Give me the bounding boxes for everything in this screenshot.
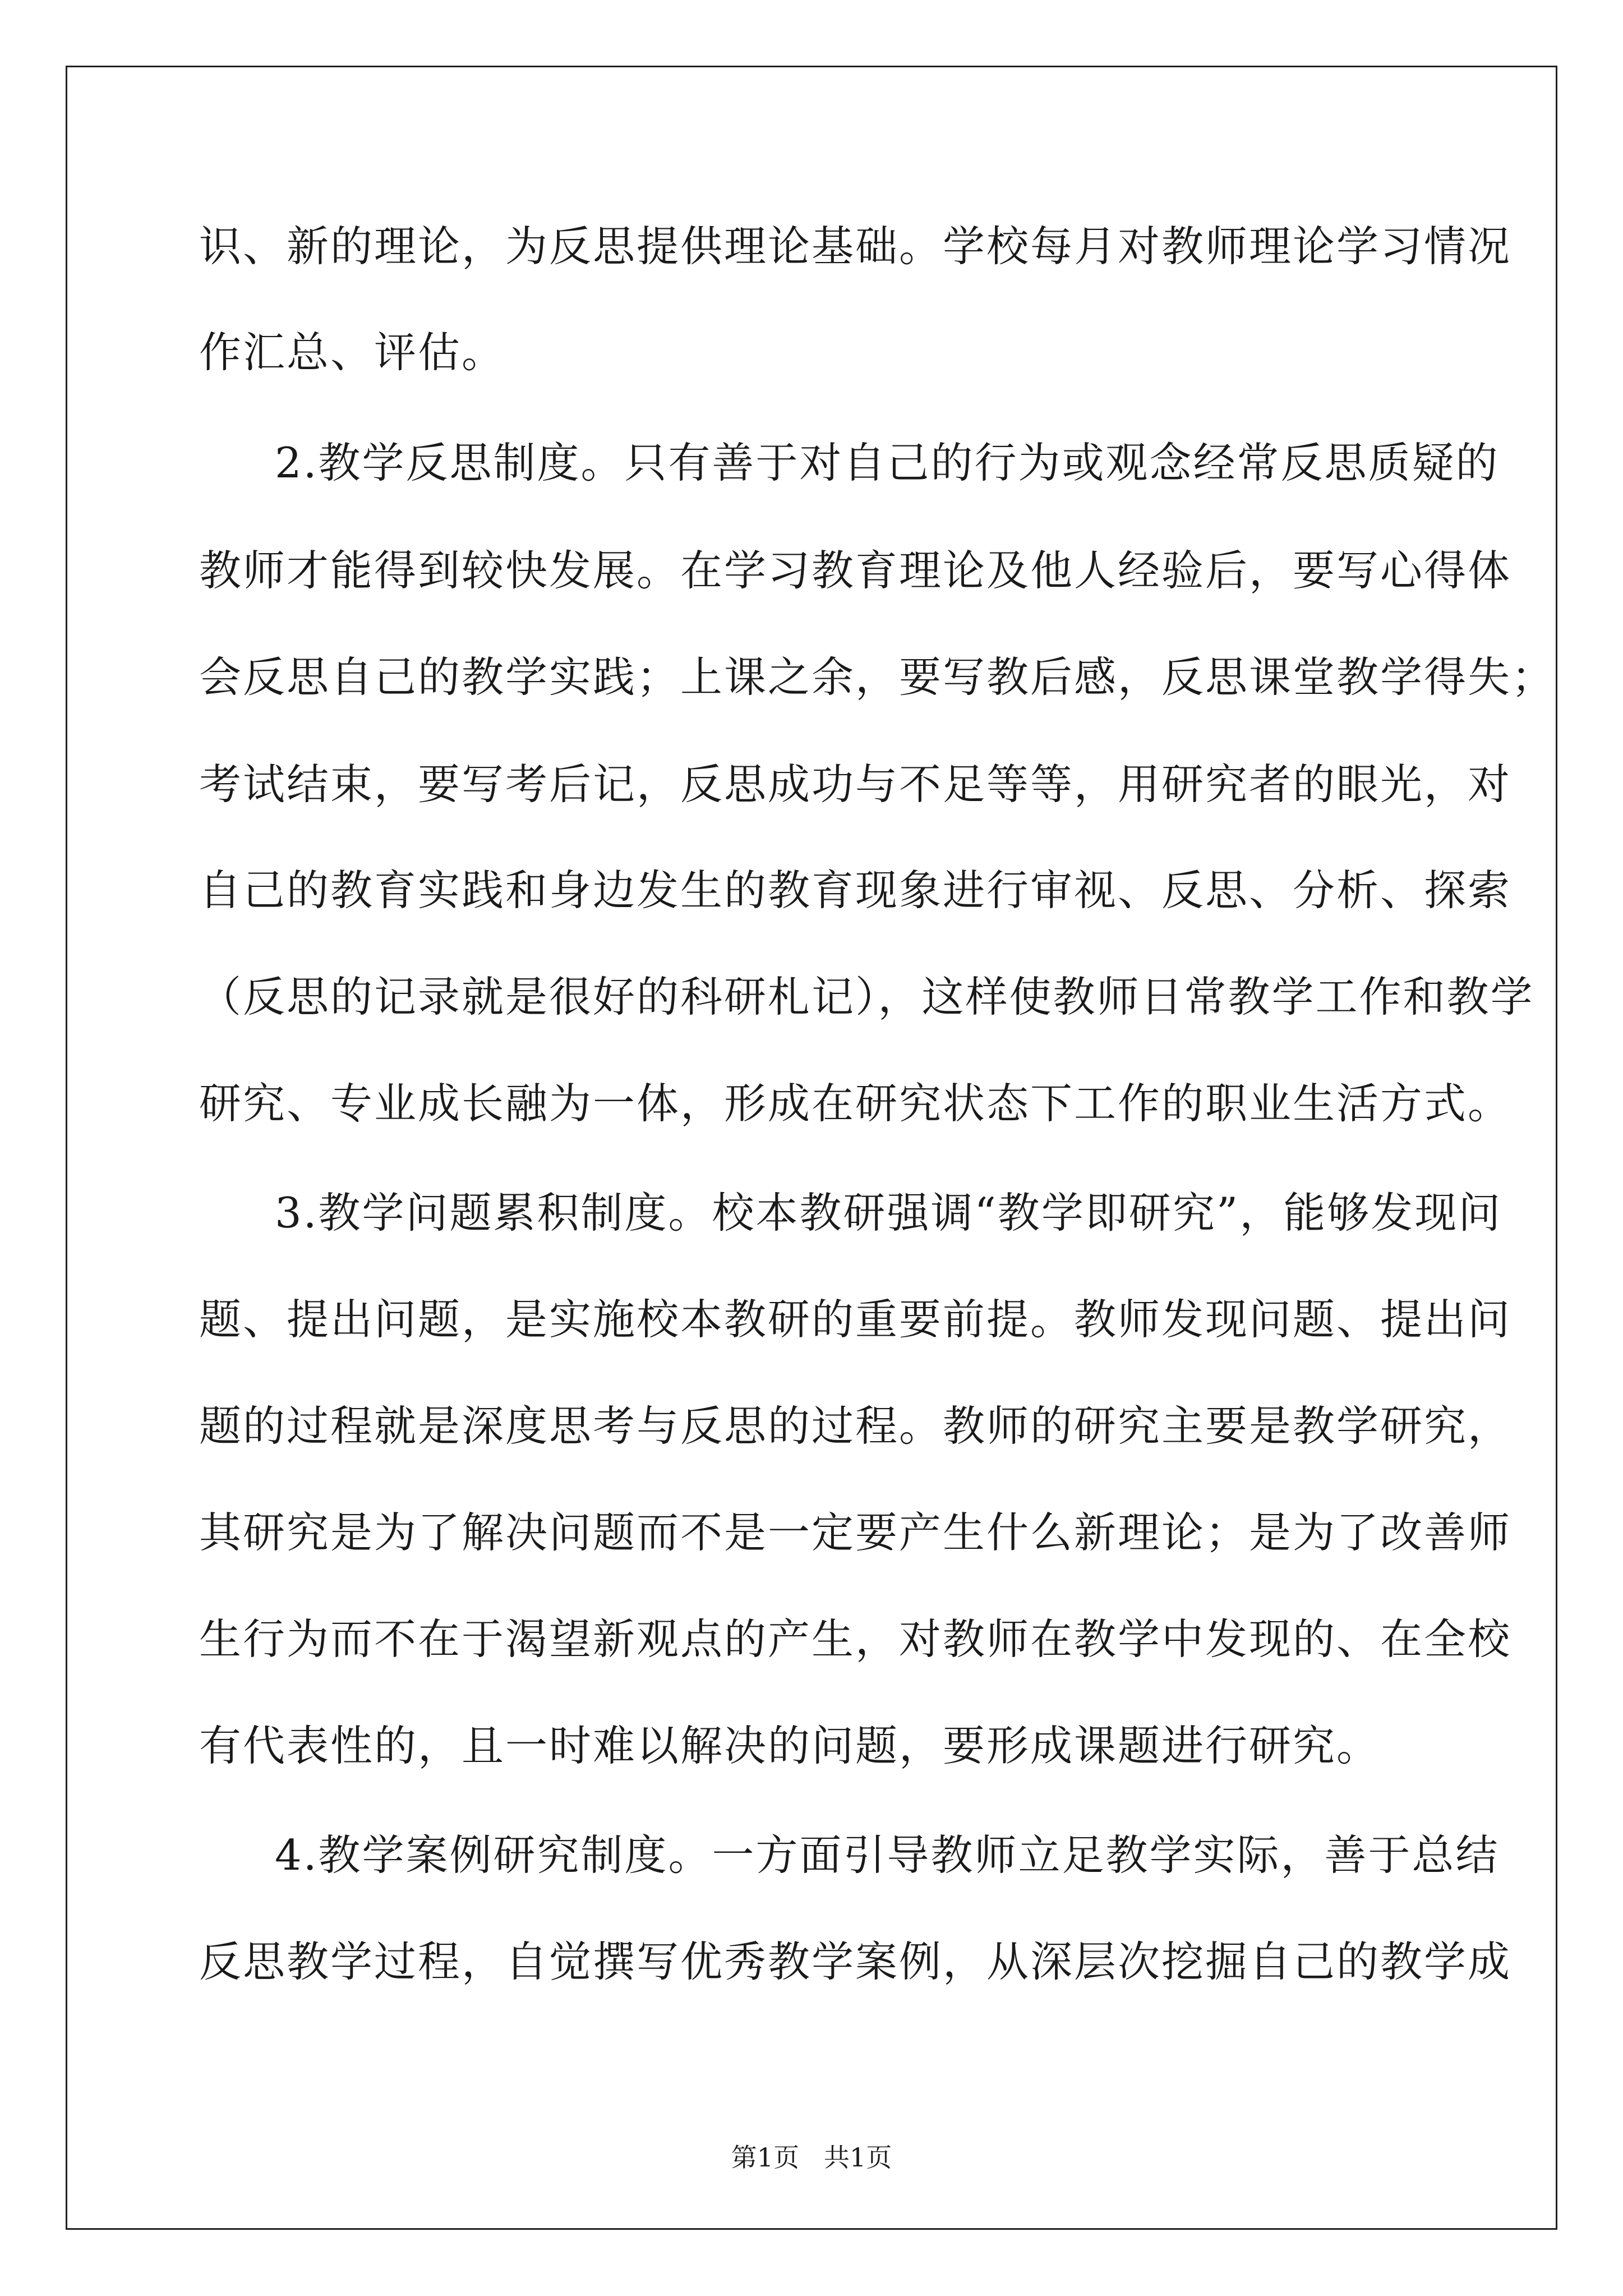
text-line: 教师才能得到较快发展。在学习教育理论及他人经验后，要写心得体 [199, 546, 1512, 595]
text-line: 生行为而不在于渴望新观点的产生，对教师在教学中发现的、在全校 [199, 1614, 1512, 1664]
page-footer: 第1页 共1页 [731, 2142, 892, 2173]
text-line: 题的过程就是深度思考与反思的过程。教师的研究主要是教学研究， [199, 1401, 1512, 1451]
text-line: 其研究是为了解决问题而不是一定要产生什么新理论；是为了改善师 [199, 1508, 1512, 1557]
paragraph-start-line: 2.教学反思制度。只有善于对自己的行为或观念经常反思质疑的 [275, 438, 1500, 487]
text-line: 识、新的理论，为反思提供理论基础。学校每月对教师理论学习情况 [199, 222, 1512, 271]
text-line: 题、提出问题，是实施校本教研的重要前提。教师发现问题、提出问 [199, 1295, 1512, 1344]
paragraph-start-line: 4.教学案例研究制度。一方面引导教师立足教学实际，善于总结 [275, 1830, 1500, 1880]
text-line: 有代表性的，且一时难以解决的问题，要形成课题进行研究。 [199, 1721, 1381, 1770]
text-line: 考试结束，要写考后记，反思成功与不足等等，用研究者的眼光，对 [199, 760, 1512, 809]
text-line: （反思的记录就是很好的科研札记），这样使教师日常教学工作和教学 [199, 972, 1534, 1022]
paragraph-start-line: 3.教学问题累积制度。校本教研强调“教学即研究”，能够发现问 [275, 1188, 1502, 1237]
text-line: 研究、专业成长融为一体，形成在研究状态下工作的职业生活方式。 [199, 1079, 1512, 1128]
text-line: 反思教学过程，自觉撰写优秀教学案例，从深层次挖掘自己的教学成 [199, 1937, 1512, 1986]
text-line: 作汇总、评估。 [199, 328, 506, 377]
page-border [66, 66, 1557, 2230]
text-line: 会反思自己的教学实践；上课之余，要写教后感，反思课堂教学得失； [199, 652, 1556, 702]
text-line: 自己的教育实践和身边发生的教育现象进行审视、反思、分析、探索 [199, 866, 1512, 915]
